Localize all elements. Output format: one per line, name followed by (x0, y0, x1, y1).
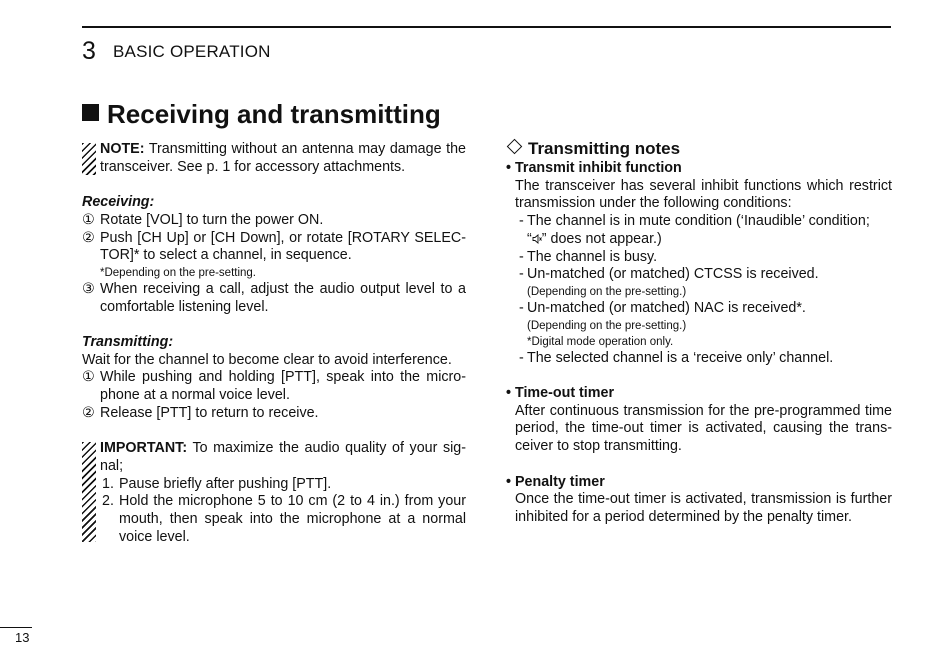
speaker-mute-icon (532, 234, 542, 244)
receiving-footnote: *Depending on the pre-setting. (100, 266, 256, 279)
important-text: To maximize the audio quality of your sig-nal; (100, 440, 467, 474)
transmitting-step: ① While pushing and holding [PTT], speak into the micro-phone at a normal voice level. (82, 369, 466, 404)
transmitting-step: ② Release [PTT] to return to receive. (82, 404, 319, 421)
condition-item: - The selected channel is a ‘receive only’ channel. (519, 349, 834, 366)
caution-hatch-icon (82, 143, 96, 175)
penalty-title: • Penalty timer (506, 473, 605, 490)
condition-item: - Un-matched (or matched) NAC is received*. (519, 299, 806, 316)
condition-note: (Depending on the pre-setting.) (527, 319, 687, 332)
condition-note: (Depending on the pre-setting.) (527, 285, 687, 298)
footer-rule (0, 627, 32, 628)
receiving-step: ② Push [CH Up] or [CH Down], or rotate [ROTARY SELEC-TOR]* to select a channel, in sequence. (82, 229, 466, 264)
receiving-step: ① Rotate [VOL] to turn the power ON. (82, 211, 324, 228)
page-number: 13 (15, 630, 30, 645)
chapter-title: BASIC OPERATION (113, 42, 271, 61)
list-item: 2. Hold the microphone 5 to 10 cm (2 to 4 in.) from your mouth, then speak into the microphone at a normal voice level. (102, 493, 466, 545)
condition-item: - The channel is in mute condition (‘Inaudible’ condition; (519, 213, 870, 230)
receiving-step: ③ When receiving a call, adjust the audio output level to a comfortable listening level. (82, 280, 466, 315)
important-label: IMPORTANT: (100, 440, 188, 457)
transmitting-heading: Transmitting: (82, 334, 174, 350)
caution-hatch-icon (82, 442, 96, 542)
condition-item: - Un-matched (or matched) CTCSS is received. (519, 266, 819, 283)
note-text: Transmitting without an antenna may damage the transceiver. See p. 1 for accessory attachments. (100, 141, 466, 175)
condition-item: - The channel is busy. (519, 248, 658, 265)
transmitting-notes-heading: Transmitting notes (506, 139, 892, 159)
note-label: NOTE: (100, 141, 145, 157)
inhibit-intro: The transceiver has several inhibit functions which restrict transmission under the following conditions: (515, 177, 892, 212)
penalty-text: Once the time-out timer is activated, transmission is further inhibited for a period determined by the penalty timer. (515, 491, 892, 525)
timeout-text: After continuous transmission for the pre-programmed time period, the time-out timer is activated, causing the trans-ceiver to stop transmitting. (515, 402, 892, 455)
chapter-number: 3 (82, 37, 96, 65)
condition-item-cont: “ ” does not appear.) (527, 230, 662, 247)
important-list (102, 476, 466, 547)
square-bullet-icon (82, 104, 99, 121)
list-item: 1. Pause briefly after pushing [PTT]. (102, 475, 332, 492)
diamond-icon (507, 139, 523, 155)
inhibit-title: • Transmit inhibit function (506, 160, 682, 176)
transmitting-intro: Wait for the channel to become clear to avoid interference. (82, 351, 452, 368)
right-column (506, 139, 892, 527)
section-title: Receiving and transmitting (82, 98, 441, 130)
receiving-heading: Receiving: (82, 194, 155, 211)
timeout-title: • Time-out timer (506, 385, 615, 402)
note-block (82, 141, 466, 176)
left-column (82, 141, 466, 546)
condition-note: *Digital mode operation only. (527, 335, 674, 348)
important-block (82, 440, 466, 546)
header-rule (82, 26, 891, 28)
